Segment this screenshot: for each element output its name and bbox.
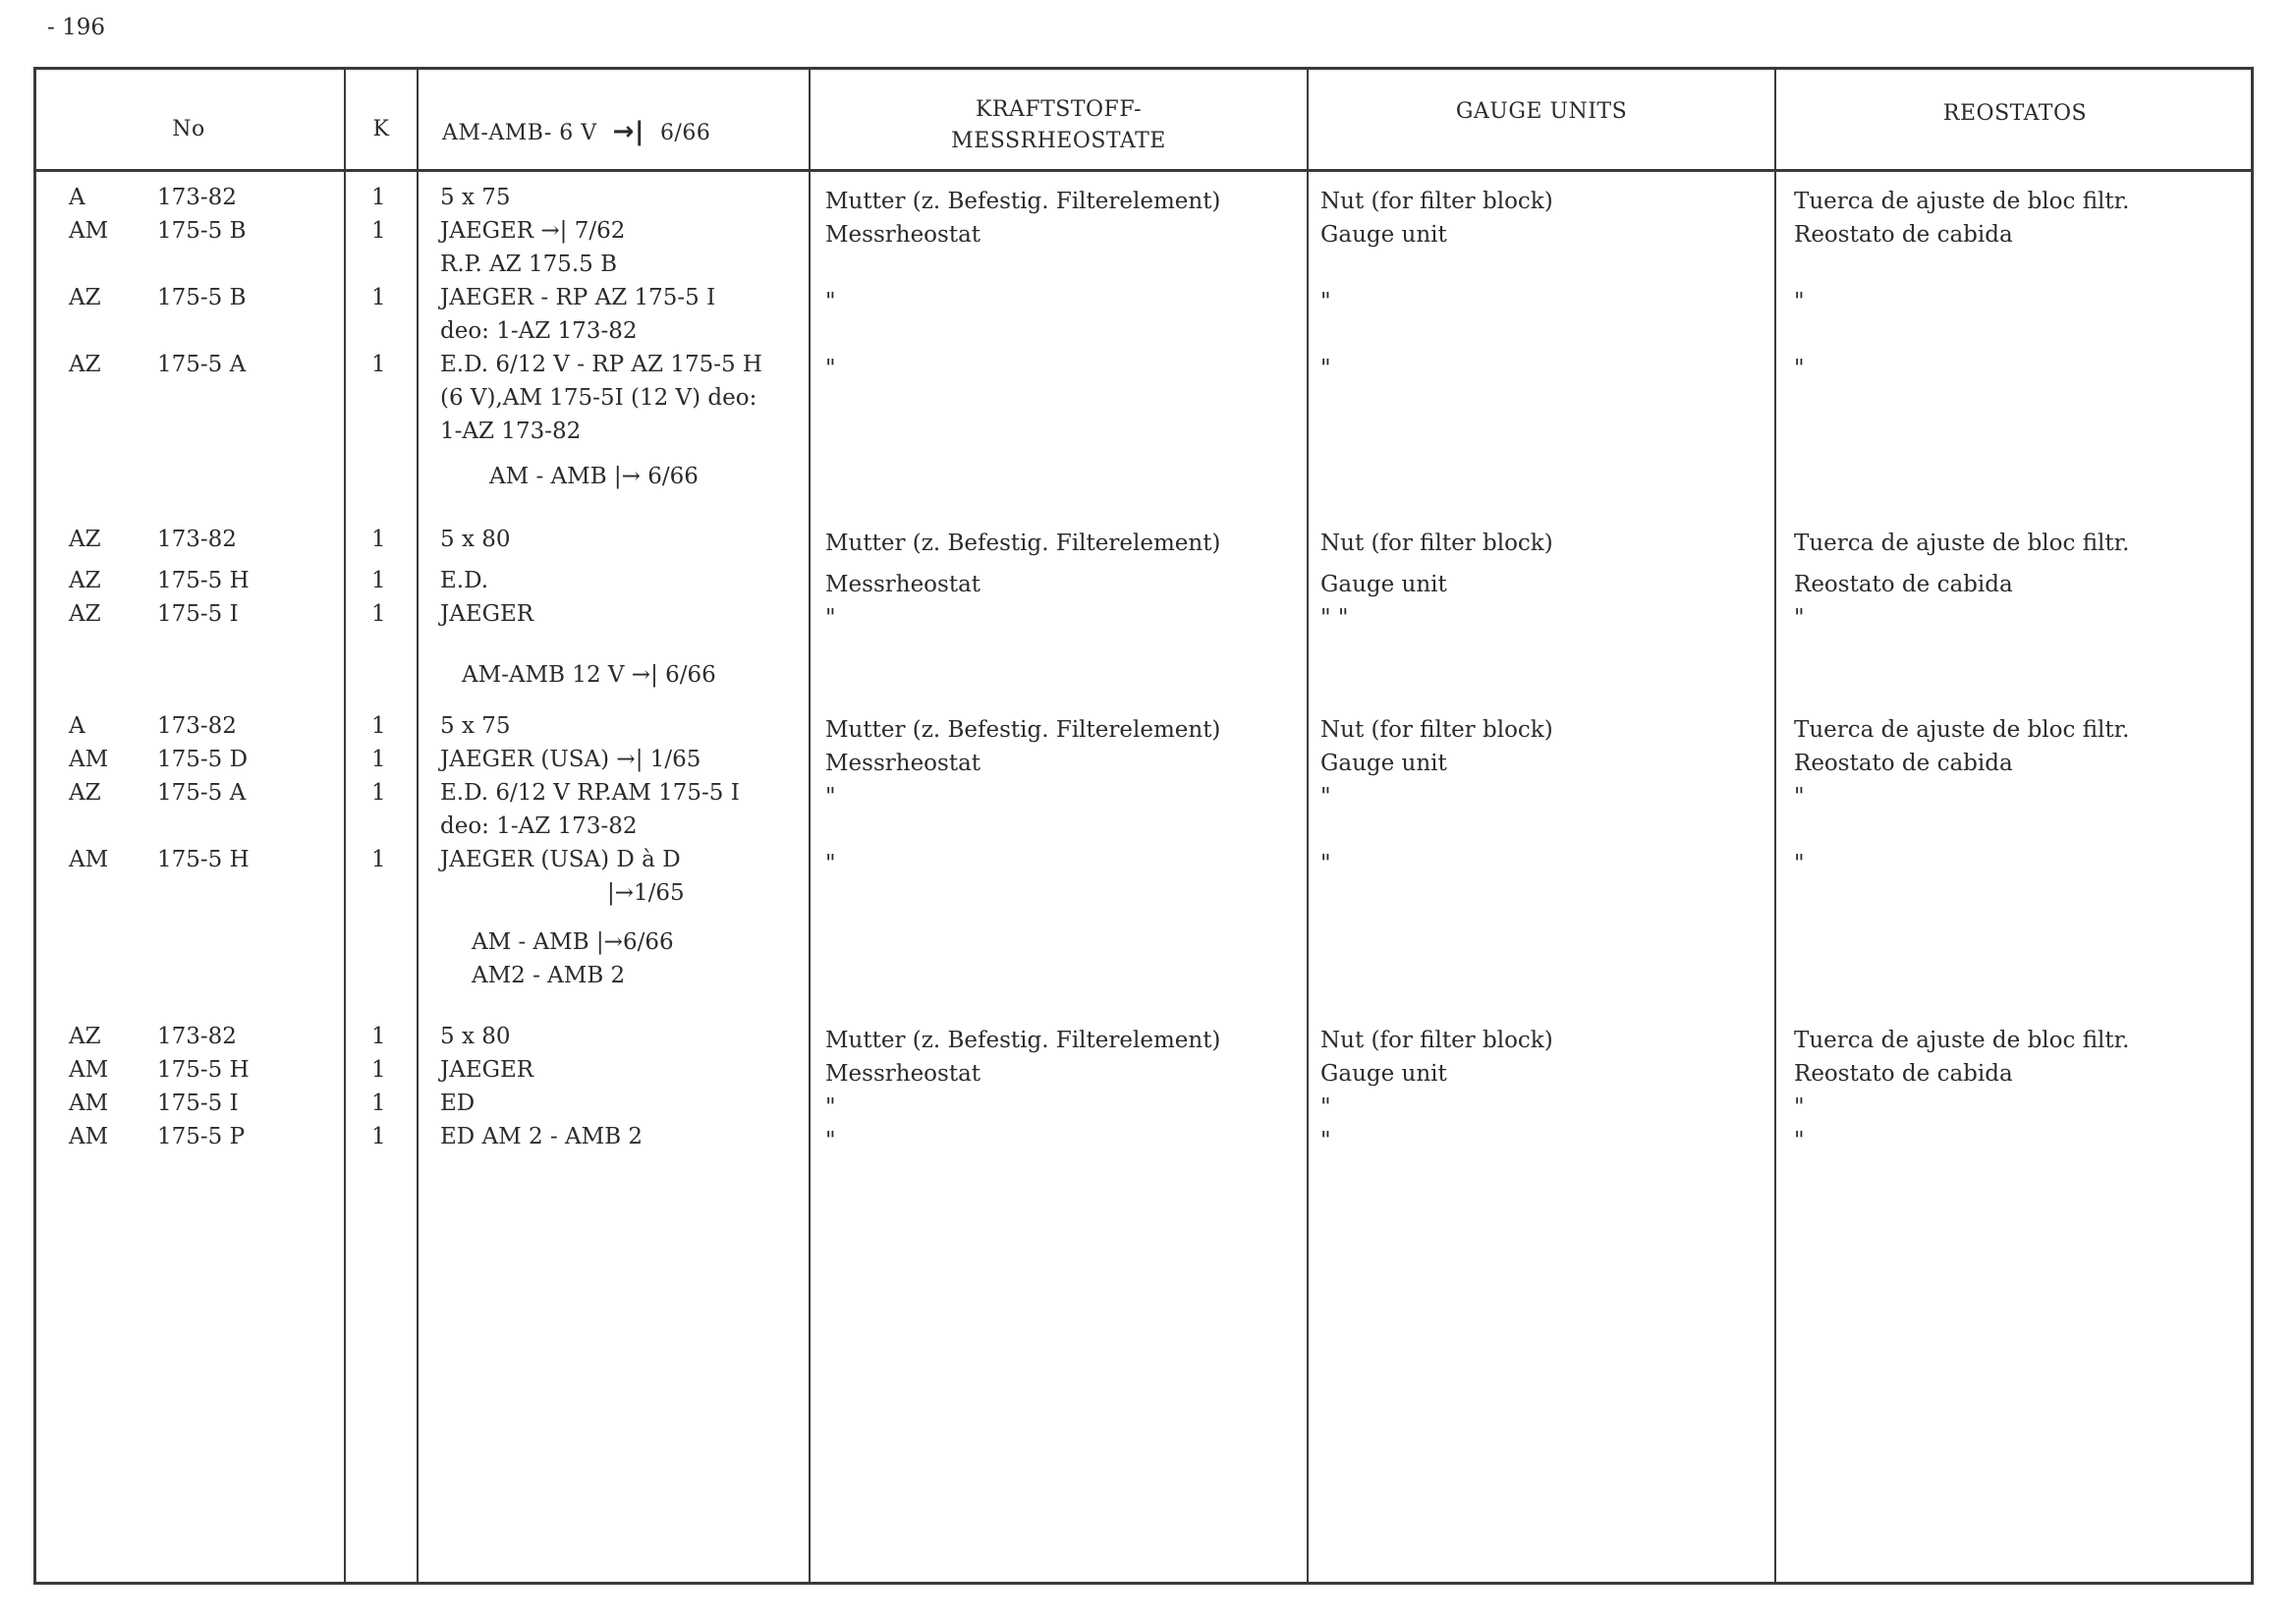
header-english: GAUGE UNITS xyxy=(1455,99,1628,124)
description: JAEGER →| 7/62 xyxy=(440,218,626,244)
spanish-text: " xyxy=(1794,356,1805,381)
description: (6 V),AM 175-5I (12 V) deo: xyxy=(440,385,757,411)
english-text: Nut (for filter block) xyxy=(1320,531,1553,556)
prefix: AM xyxy=(69,218,109,244)
quantity: 1 xyxy=(371,1124,386,1149)
german-text: Mutter (z. Befestig. Filterelement) xyxy=(825,189,1221,214)
prefix: AZ xyxy=(69,780,101,806)
german-text: " xyxy=(825,1128,836,1153)
header-spanish: REOSTATOS xyxy=(1942,101,2088,126)
prefix: AM xyxy=(69,1124,109,1149)
description: JAEGER - RP AZ 175-5 I xyxy=(440,285,716,310)
quantity: 1 xyxy=(371,218,386,244)
description: JAEGER (USA) →| 1/65 xyxy=(440,747,701,772)
prefix: AZ xyxy=(69,527,101,552)
quantity: 1 xyxy=(371,1024,386,1049)
description: JAEGER xyxy=(440,601,534,627)
description: |→1/65 xyxy=(607,880,685,906)
header-divider xyxy=(33,169,2254,172)
part-number: 175-5 P xyxy=(157,1124,246,1149)
part-number: 175-5 A xyxy=(157,352,247,377)
description: deo: 1-AZ 173-82 xyxy=(440,318,638,344)
quantity: 1 xyxy=(371,1091,386,1116)
english-text: " xyxy=(1320,289,1331,314)
part-number: 175-5 B xyxy=(157,285,247,310)
part-number: 175-5 I xyxy=(157,1091,239,1116)
german-text: Messrheostat xyxy=(825,1061,981,1087)
description: ED AM 2 - AMB 2 xyxy=(440,1124,644,1149)
english-text: " xyxy=(1320,784,1331,810)
quantity: 1 xyxy=(371,713,386,739)
header-german-line1: KRAFTSTOFF- xyxy=(975,97,1143,122)
description: 5 x 75 xyxy=(440,185,511,210)
prefix: AM xyxy=(69,1057,109,1083)
part-number: 175-5 I xyxy=(157,601,239,627)
prefix: AZ xyxy=(69,568,101,593)
english-text: " xyxy=(1320,1128,1331,1153)
english-text: Nut (for filter block) xyxy=(1320,717,1553,743)
prefix: A xyxy=(69,713,85,739)
german-text: " xyxy=(825,289,836,314)
part-number: 173-82 xyxy=(157,1024,237,1049)
description: AM-AMB 12 V →| 6/66 xyxy=(462,662,716,688)
part-number: 175-5 A xyxy=(157,780,247,806)
description: 5 x 80 xyxy=(440,1024,511,1049)
english-text: Gauge unit xyxy=(1320,222,1447,248)
spanish-text: Tuerca de ajuste de bloc filtr. xyxy=(1794,1028,2130,1053)
spanish-text: " xyxy=(1794,1128,1805,1153)
part-number: 175-5 D xyxy=(157,747,249,772)
header-model-label: AM-AMB- 6 V xyxy=(442,121,597,145)
column-divider xyxy=(1774,67,1776,1585)
english-text: Gauge unit xyxy=(1320,572,1447,597)
spanish-text: " xyxy=(1794,1094,1805,1120)
spanish-text: " xyxy=(1794,784,1805,810)
description: JAEGER (USA) D à D xyxy=(440,847,681,872)
quantity: 1 xyxy=(371,285,386,310)
prefix: AM xyxy=(69,847,109,872)
quantity: 1 xyxy=(371,847,386,872)
description: E.D. 6/12 V - RP AZ 175-5 H xyxy=(440,352,762,377)
description: deo: 1-AZ 173-82 xyxy=(440,813,638,839)
part-number: 173-82 xyxy=(157,527,237,552)
header-k: K xyxy=(372,117,390,141)
spanish-text: Reostato de cabida xyxy=(1794,222,2013,248)
english-text: Gauge unit xyxy=(1320,1061,1447,1087)
quantity: 1 xyxy=(371,747,386,772)
description: 5 x 80 xyxy=(440,527,511,552)
english-text: Gauge unit xyxy=(1320,751,1447,776)
column-divider xyxy=(1307,67,1309,1585)
header-model xyxy=(442,116,710,149)
quantity: 1 xyxy=(371,1057,386,1083)
quantity: 1 xyxy=(371,527,386,552)
german-text: Mutter (z. Befestig. Filterelement) xyxy=(825,531,1221,556)
part-number: 175-5 B xyxy=(157,218,247,244)
prefix: AZ xyxy=(69,601,101,627)
part-number: 173-82 xyxy=(157,185,237,210)
arrow-icon: →| xyxy=(612,117,644,146)
prefix: AZ xyxy=(69,285,101,310)
prefix: AZ xyxy=(69,1024,101,1049)
english-text: " xyxy=(1320,851,1331,876)
english-text: " xyxy=(1320,356,1331,381)
part-number: 173-82 xyxy=(157,713,237,739)
quantity: 1 xyxy=(371,185,386,210)
german-text: " xyxy=(825,784,836,810)
german-text: Mutter (z. Befestig. Filterelement) xyxy=(825,1028,1221,1053)
column-divider xyxy=(809,67,811,1585)
spanish-text: Reostato de cabida xyxy=(1794,572,2013,597)
german-text: Messrheostat xyxy=(825,751,981,776)
page-number: - 196 xyxy=(47,15,105,40)
quantity: 1 xyxy=(371,780,386,806)
description: R.P. AZ 175.5 B xyxy=(440,252,618,277)
description: ED xyxy=(440,1091,476,1116)
description: 5 x 75 xyxy=(440,713,511,739)
english-text: Nut (for filter block) xyxy=(1320,1028,1553,1053)
part-number: 175-5 H xyxy=(157,568,250,593)
spanish-text: Reostato de cabida xyxy=(1794,751,2013,776)
header-german xyxy=(811,94,1307,157)
description: AM2 - AMB 2 xyxy=(472,963,626,988)
german-text: " xyxy=(825,851,836,876)
quantity: 1 xyxy=(371,568,386,593)
quantity: 1 xyxy=(371,352,386,377)
part-number: 175-5 H xyxy=(157,1057,250,1083)
prefix: A xyxy=(69,185,85,210)
column-divider xyxy=(417,67,419,1585)
german-text: " xyxy=(825,1094,836,1120)
spanish-text: Tuerca de ajuste de bloc filtr. xyxy=(1794,189,2130,214)
description: AM - AMB |→6/66 xyxy=(472,929,674,955)
german-text: " xyxy=(825,356,836,381)
english-text: " " xyxy=(1320,605,1349,631)
quantity: 1 xyxy=(371,601,386,627)
description: JAEGER xyxy=(440,1057,534,1083)
header-german-line2: MESSRHEOSTATE xyxy=(951,129,1166,153)
table-frame xyxy=(33,67,2254,1585)
prefix: AM xyxy=(69,1091,109,1116)
spanish-text: " xyxy=(1794,289,1805,314)
german-text: " xyxy=(825,605,836,631)
description: E.D. xyxy=(440,568,489,593)
german-text: Mutter (z. Befestig. Filterelement) xyxy=(825,717,1221,743)
german-text: Messrheostat xyxy=(825,572,981,597)
part-number: 175-5 H xyxy=(157,847,250,872)
spanish-text: " xyxy=(1794,605,1805,631)
header-no: No xyxy=(172,117,205,141)
prefix: AZ xyxy=(69,352,101,377)
german-text: Messrheostat xyxy=(825,222,981,248)
prefix: AM xyxy=(69,747,109,772)
english-text: Nut (for filter block) xyxy=(1320,189,1553,214)
spanish-text: Tuerca de ajuste de bloc filtr. xyxy=(1794,531,2130,556)
description: AM - AMB |→ 6/66 xyxy=(489,464,699,489)
spanish-text: Reostato de cabida xyxy=(1794,1061,2013,1087)
column-divider xyxy=(344,67,346,1585)
spanish-text: Tuerca de ajuste de bloc filtr. xyxy=(1794,717,2130,743)
english-text: " xyxy=(1320,1094,1331,1120)
header-model-date: 6/66 xyxy=(659,121,711,145)
description: E.D. 6/12 V RP.AM 175-5 I xyxy=(440,780,740,806)
description: 1-AZ 173-82 xyxy=(440,419,582,444)
spanish-text: " xyxy=(1794,851,1805,876)
